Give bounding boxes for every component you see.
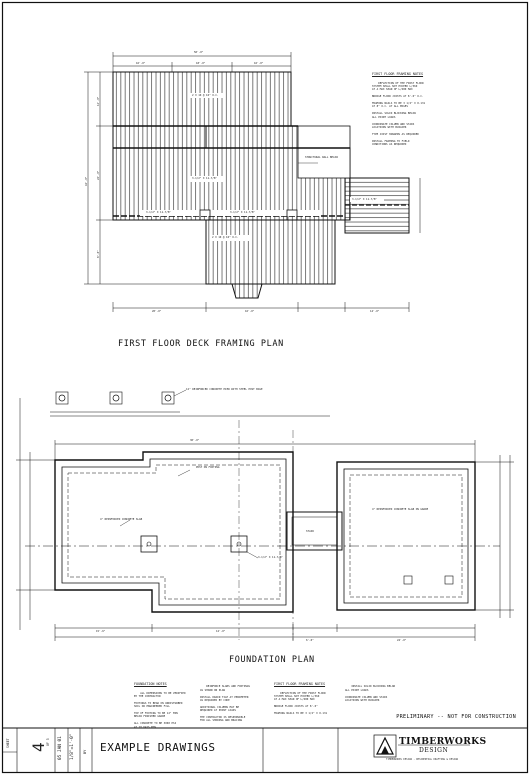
dim-top-c: 16'-0" [254, 62, 264, 65]
dim-found-a: 30'-0" [190, 439, 200, 442]
framing-notes-bottom-col2: INSTALL SOLID BLOCKING BELOW ALL POINT LOADS COORDINATE COLUMN AND STAIR LOCATIONS WITH BUILDER [345, 685, 395, 703]
dim-top-b: 18'-0" [196, 62, 206, 65]
sheet-scale: 1/8"=1'-0" [70, 733, 75, 760]
dim-top-a: 16'-0" [136, 62, 146, 65]
deck-notes-heading: FIRST FLOOR FRAMING NOTES [372, 71, 424, 76]
pier-note: 12" REINFORCED CONCRETE PIER WITH STEEL POST BASE [186, 388, 263, 391]
beam-label-long: 3-1/2" X 11-7/8" [146, 211, 171, 214]
stair-label: STAIR [306, 530, 314, 533]
foundation-notes-col2: REINFORCE SLABS AND FOOTINGS AS SHOWN ON PLAN INSTALL DRAIN TILE AT PERIMETER AS REQUIRED BY CODE ADDITIONAL COLUMNS MAY BE REQUIRED AT POINT LOADS THE CONTRACTOR IS RESPONSIBLE FOR ALL SHORING AND BRACING [200, 685, 250, 723]
project-title: EXAMPLE DRAWINGS [100, 741, 216, 754]
joist-label-upper: 2 X 10 @ 16" O.C. [192, 94, 219, 97]
foundation-notes [134, 676, 186, 733]
footing-label: POST ON FOOTING [196, 466, 220, 469]
dim-left-b: 24'-0" [97, 170, 100, 180]
structural-wall-label: STRUCTURAL WALL BELOW [305, 156, 338, 159]
company-subtitle: DESIGN [419, 747, 449, 754]
slab-label-left: 4" REINFORCED CONCRETE SLAB [100, 518, 143, 521]
beam-label-right: 3-1/2" X 11-7/8" [352, 198, 377, 201]
foundation-plan [16, 390, 514, 641]
dim-left-overall: 44'-0" [85, 176, 88, 186]
sheet-drawn-by: BY [83, 749, 87, 754]
dim-top-overall: 50'-0" [194, 51, 204, 54]
company-name: TIMBERWORKS [399, 736, 487, 747]
sheet-date: 05 JAN 01 [58, 736, 63, 760]
foundation-notes-col2-block [200, 682, 250, 726]
foundation-plan-title: FOUNDATION PLAN [229, 655, 315, 665]
joist-label-lower: 2 X 10 @ 16" O.C. [212, 236, 239, 239]
beam-label-foundation: 3-1/2" X 11-7/8" [258, 556, 283, 559]
dim-bottom-b: 16'-0" [245, 310, 255, 313]
deck-plan-title: FIRST FLOOR DECK FRAMING PLAN [118, 339, 284, 349]
preliminary-stamp: PRELIMINARY -- NOT FOR CONSTRUCTION [396, 714, 516, 720]
dim-left-a: 12'-0" [97, 96, 100, 106]
framing-notes-bottom [274, 676, 327, 719]
dim-left-c: 8'-0" [97, 250, 100, 258]
dim-found-e: 12'-0" [216, 630, 226, 633]
framing-notes-bottom-heading: FIRST FLOOR FRAMING NOTES [274, 681, 326, 686]
framing-notes-bottom-col1: DEFLECTION OF THE FIRST FLOOR SYSTEM SHALL NOT EXCEED L/360 AT A MAX SPAN OF L/480 MAX BRIDGE FLOOR JOISTS AT 8'-0" FRAMING NAILS TO BE 3 1/2" X 0.131 [274, 691, 328, 716]
deck-framing-notes [372, 66, 425, 150]
sheet-label: SHEET [6, 738, 10, 748]
slab-label-right: 4" REINFORCED CONCRETE SLAB ON GRADE [372, 508, 429, 511]
foundation-notes-heading: FOUNDATION NOTES [134, 681, 167, 686]
foundation-notes-col1: ALL DIMENSIONS TO BE VERIFIED BY THE CONTRACTOR FOOTINGS TO BEAR ON UNDISTURBED SOIL OR ENGINEERED FILL TOP OF FOOTING TO BE 12" MIN BELOW FINISHED GRADE ALL CONCRETE TO BE 3000 PSI AT 28 DAYS MIN [134, 691, 186, 729]
beam-label-long-2: 3-1/2" X 11-7/8" [230, 211, 255, 214]
dim-bottom-c: 14'-0" [370, 310, 380, 313]
dim-bottom-a: 20'-0" [152, 310, 162, 313]
title-block [3, 728, 528, 773]
beam-label-mid: 3-1/2" X 11-7/8" [192, 177, 217, 180]
sheet-number: 4 [29, 742, 48, 752]
sheet-of: OF 5 [46, 738, 50, 746]
deck-framing-plan [84, 52, 420, 312]
dim-found-b: 6'-0" [306, 639, 314, 642]
deck-notes-lines: DEFLECTION OF THE FIRST FLOOR SYSTEM SHALL NOT EXCEED L/360 AT A MAX SPAN OF L/480 MAX BRIDGE FLOOR JOISTS AT 8'-0" O.C. FRAMING NAILS TO BE 3 1/2" X 0.131 AT 8" O.C. AT ALL EDGES INSTALL SOLID BLOCKING BELOW ALL POINT LOADS COORDINATE COLUMN AND STAIR LOCATIONS WITH BUILDER TYPE JOIST HANGERS AS REQUIRED INSTALL FRAMING TO FIELD CONDITIONS AS REQUIRED [372, 81, 426, 146]
framing-notes-bottom-col2-block [345, 682, 395, 706]
dim-found-c: 24'-0" [397, 639, 407, 642]
dim-found-d: 15'-6" [96, 630, 106, 633]
company-address: TIMBERWORKS DESIGN · RESIDENTIAL DRAFTING & DESIGN [386, 758, 458, 761]
